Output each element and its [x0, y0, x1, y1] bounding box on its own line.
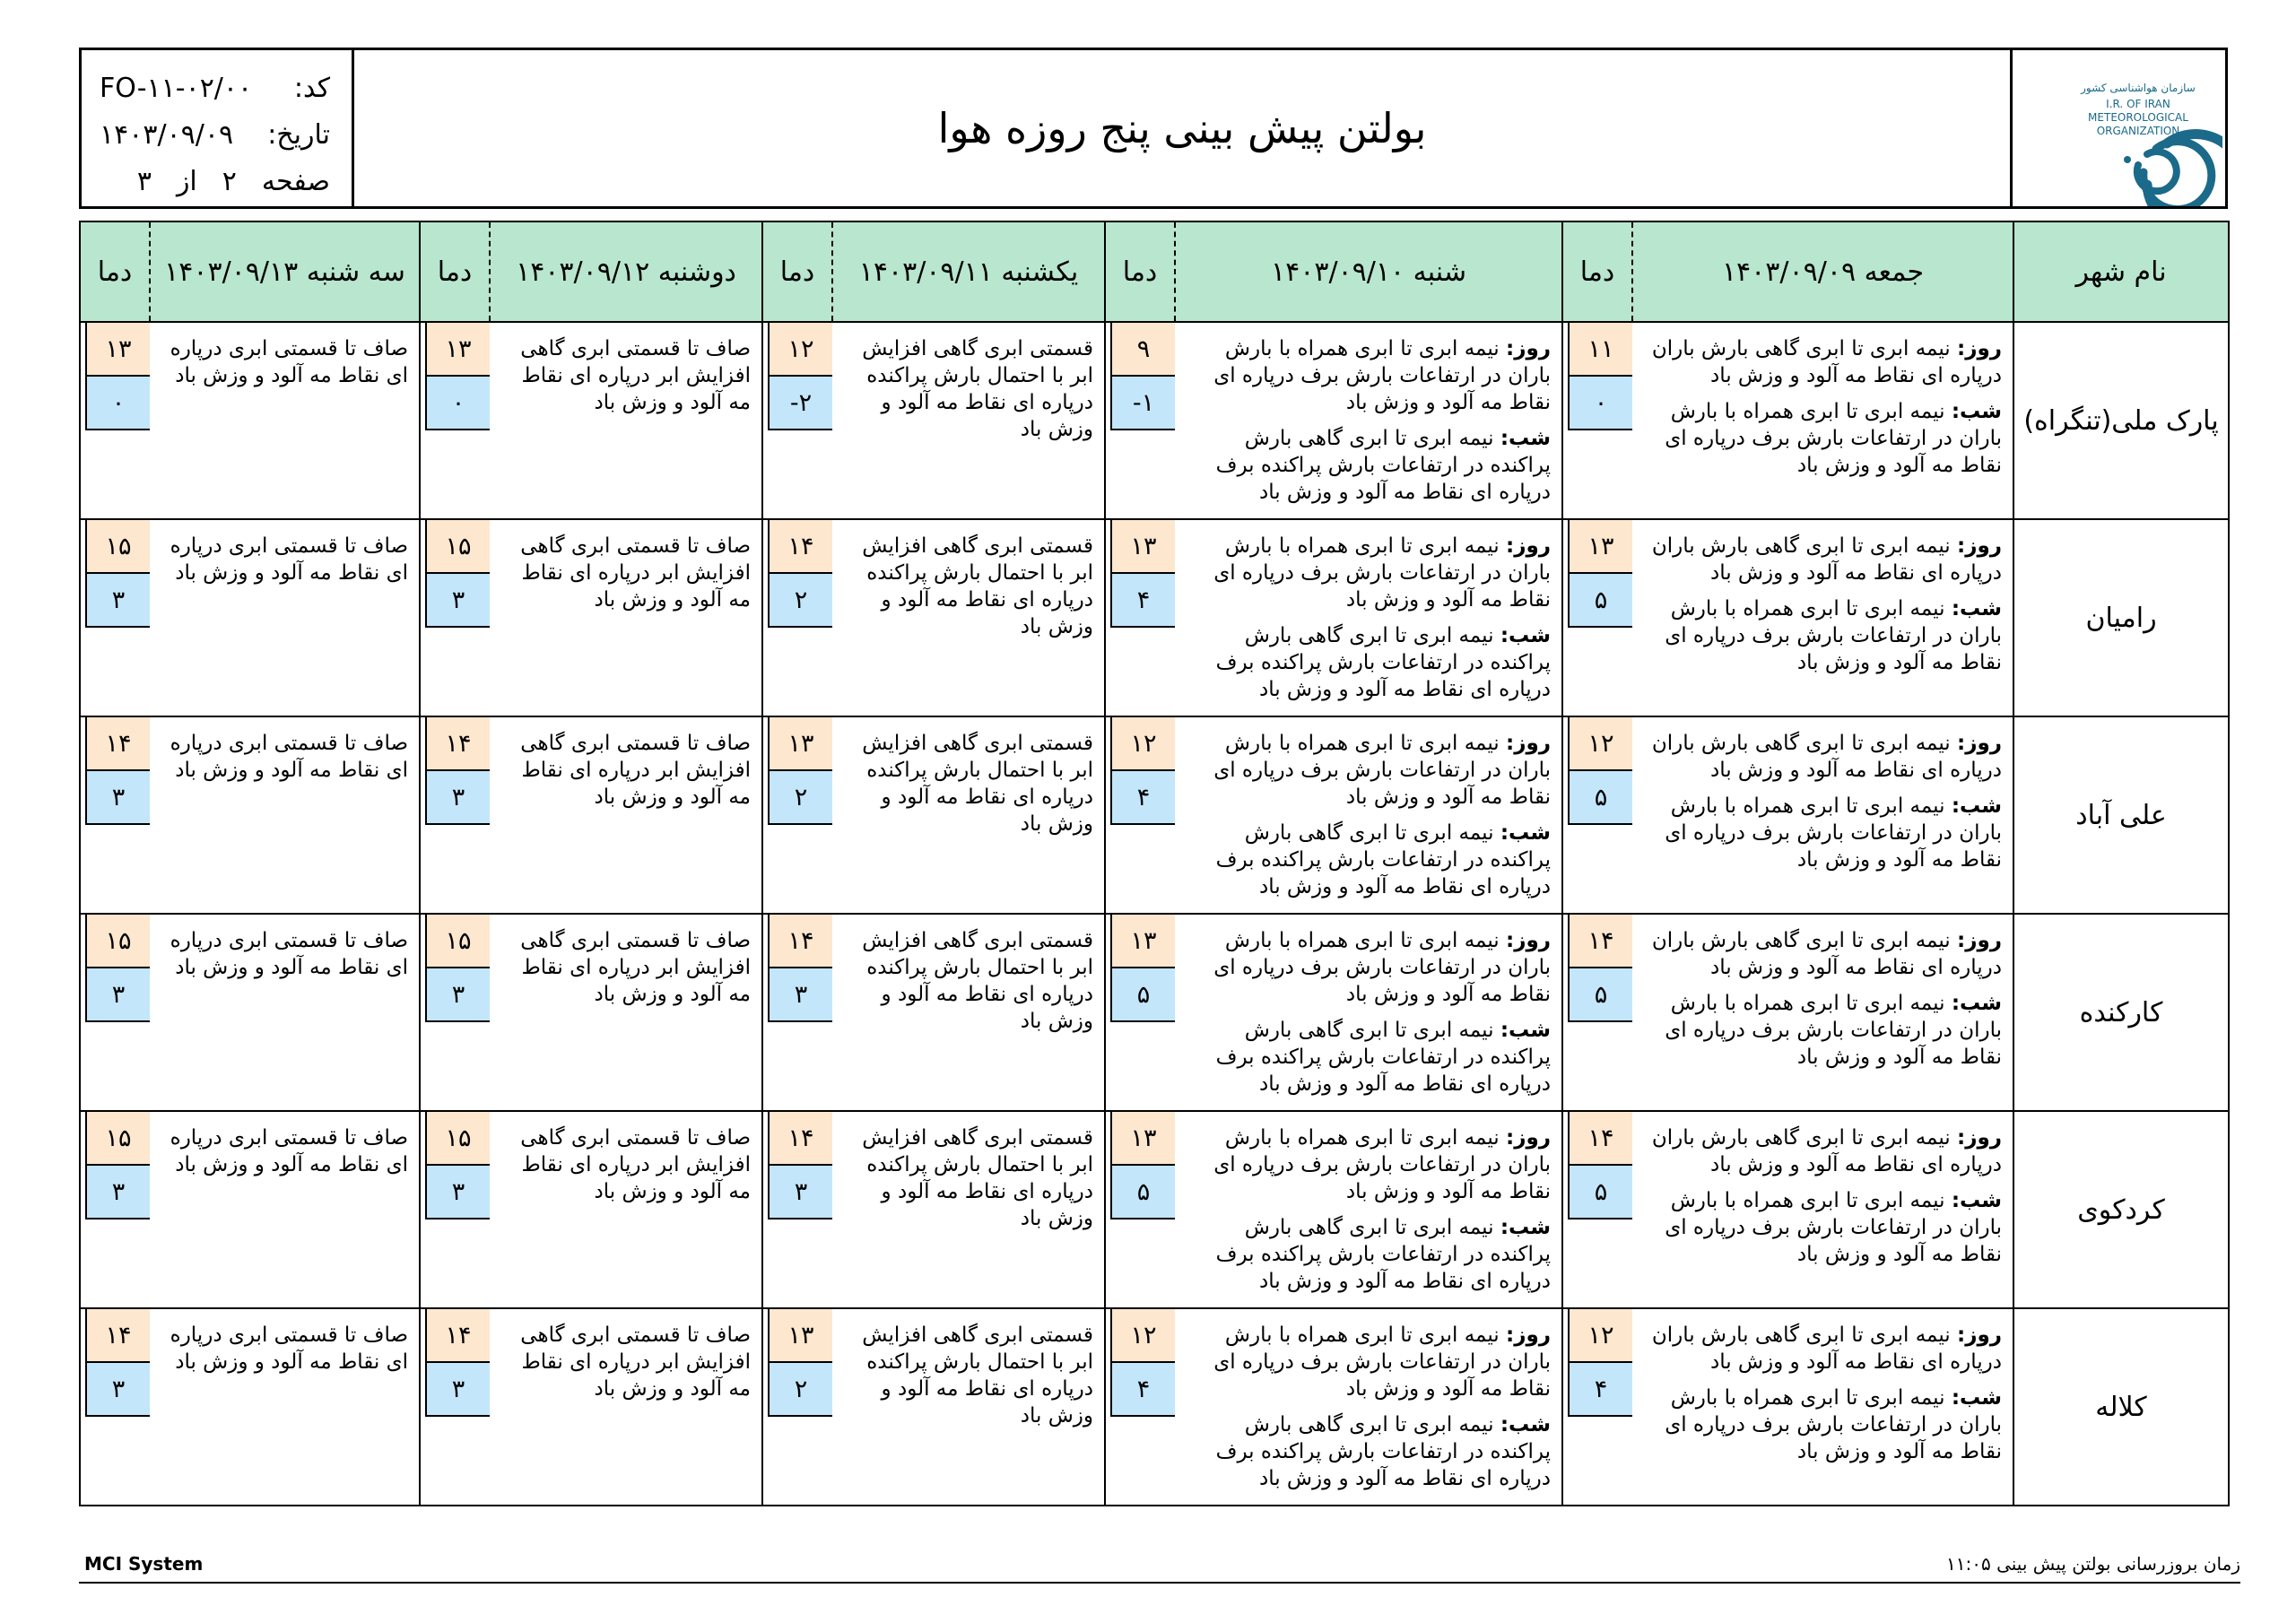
max-temperature: ۱۵	[425, 915, 490, 968]
min-temperature: ۳	[85, 968, 150, 1022]
min-temperature: ۵	[1110, 1166, 1175, 1219]
forecast-description: صاف تا قسمتی ابری درپاره ای نقاط مه آلود و وزش باد	[150, 716, 420, 914]
forecast-description: قسمتی ابری گاهی افزایش ابر با احتمال بارش پراکنده درپاره ای نقاط مه آلود و وزش باد	[832, 519, 1105, 716]
max-temperature: ۱۲	[768, 323, 832, 377]
night-label: شب:	[1951, 597, 2002, 621]
day-forecast	[1184, 533, 1551, 613]
night-text: نیمه ابری تا ابری همراه با بارش باران در ارتفاعات بارش برف درپاره ای نقاط مه آلود و وزش باد	[1665, 1189, 2002, 1266]
table-header-row	[80, 221, 2229, 322]
forecast-description	[1175, 716, 1562, 914]
min-temperature: ۴	[1110, 574, 1175, 628]
date-label: تاریخ:	[267, 118, 330, 151]
min-temperature: ۰	[85, 377, 150, 430]
night-forecast	[1641, 595, 2002, 676]
temperature-cell	[420, 716, 490, 914]
day-text: نیمه ابری تا ابری همراه با بارش باران در ارتفاعات بارش برف درپاره ای نقاط مه آلود و وزش باد	[1213, 534, 1551, 612]
min-temperature: ۳	[425, 1166, 490, 1219]
day-forecast	[1641, 730, 2002, 784]
logo-text-en-1: I.R. OF IRAN	[2106, 98, 2170, 110]
temperature-cell	[80, 914, 150, 1111]
forecast-description	[1632, 519, 2013, 716]
forecast-description: قسمتی ابری گاهی افزایش ابر با احتمال بارش پراکنده درپاره ای نقاط مه آلود و وزش باد	[832, 322, 1105, 519]
night-forecast	[1184, 1017, 1551, 1098]
temperature-cell	[80, 519, 150, 716]
temperature-cell	[1562, 914, 1632, 1111]
code-label: کد:	[293, 72, 330, 104]
max-temperature: ۱۴	[85, 717, 150, 771]
day-text: نیمه ابری تا ابری گاهی بارش باران درپاره ای نقاط مه آلود و وزش باد	[1651, 1126, 2002, 1176]
min-temperature: ۵	[1110, 968, 1175, 1022]
date-row	[100, 111, 330, 158]
city-column-header: نام شهر	[2013, 221, 2229, 322]
max-temperature: ۱۴	[1568, 1112, 1632, 1166]
document-meta	[82, 50, 354, 206]
max-temperature: ۱۲	[1568, 717, 1632, 771]
temp-column-header: دما	[420, 221, 490, 322]
meteorological-organization-logo	[2013, 50, 2222, 206]
temp-column-header: دما	[80, 221, 150, 322]
max-temperature: ۹	[1110, 323, 1175, 377]
forecast-description: صاف تا قسمتی ابری گاهی افزایش ابر درپاره ای نقاط مه آلود و وزش باد	[490, 519, 762, 716]
temperature-cell	[420, 914, 490, 1111]
forecast-description	[1175, 1111, 1562, 1308]
temperature-cell	[762, 914, 832, 1111]
night-label: شب:	[1500, 427, 1551, 450]
forecast-table	[79, 221, 2230, 1506]
night-forecast	[1184, 622, 1551, 703]
min-temperature: ۳	[425, 771, 490, 825]
page-number: ۲	[222, 165, 237, 197]
temp-column-header: دما	[1105, 221, 1175, 322]
city-name: علی آباد	[2013, 716, 2229, 914]
min-temperature: -۱	[1110, 377, 1175, 430]
table-row	[80, 1308, 2229, 1506]
forecast-description: صاف تا قسمتی ابری گاهی افزایش ابر درپاره ای نقاط مه آلود و وزش باد	[490, 914, 762, 1111]
date-value: ۱۴۰۳/۰۹/۰۹	[100, 118, 234, 151]
max-temperature: ۱۵	[425, 1112, 490, 1166]
night-text: نیمه ابری تا ابری همراه با بارش باران در ارتفاعات بارش برف درپاره ای نقاط مه آلود و وزش باد	[1665, 400, 2002, 477]
min-temperature: ۲	[768, 574, 832, 628]
min-temperature: ۳	[425, 574, 490, 628]
forecast-description	[1632, 914, 2013, 1111]
temperature-cell	[80, 322, 150, 519]
max-temperature: ۱۵	[85, 520, 150, 574]
temperature-cell	[1562, 519, 1632, 716]
day-text: نیمه ابری تا ابری همراه با بارش باران در ارتفاعات بارش برف درپاره ای نقاط مه آلود و وزش باد	[1213, 337, 1551, 414]
forecast-description	[1175, 519, 1562, 716]
forecast-description: صاف تا قسمتی ابری گاهی افزایش ابر درپاره ای نقاط مه آلود و وزش باد	[490, 1308, 762, 1506]
night-forecast	[1641, 990, 2002, 1071]
day-label: روز:	[1957, 1324, 2002, 1347]
night-forecast	[1641, 398, 2002, 479]
forecast-description: قسمتی ابری گاهی افزایش ابر با احتمال بارش پراکنده درپاره ای نقاط مه آلود و وزش باد	[832, 1111, 1105, 1308]
night-forecast	[1184, 1411, 1551, 1492]
night-label: شب:	[1951, 400, 2002, 423]
day-text: نیمه ابری تا ابری همراه با بارش باران در ارتفاعات بارش برف درپاره ای نقاط مه آلود و وزش باد	[1213, 929, 1551, 1006]
forecast-description: صاف تا قسمتی ابری درپاره ای نقاط مه آلود و وزش باد	[150, 914, 420, 1111]
max-temperature: ۱۵	[85, 915, 150, 968]
page-row	[100, 158, 330, 204]
page-label: صفحه	[261, 165, 330, 197]
day-label: روز:	[1506, 1126, 1551, 1150]
night-text: نیمه ابری تا ابری گاهی بارش پراکنده در ارتفاعات بارش پراکنده برف درپاره ای نقاط مه آلود و وزش باد	[1215, 624, 1551, 701]
forecast-description: صاف تا قسمتی ابری درپاره ای نقاط مه آلود و وزش باد	[150, 1111, 420, 1308]
update-time: ۱۱:۰۵	[1946, 1553, 1991, 1575]
night-forecast	[1184, 820, 1551, 900]
day-text: نیمه ابری تا ابری همراه با بارش باران در ارتفاعات بارش برف درپاره ای نقاط مه آلود و وزش باد	[1213, 1324, 1551, 1401]
max-temperature: ۱۲	[1110, 1309, 1175, 1363]
night-label: شب:	[1500, 821, 1551, 845]
day-column-header: شنبه ۱۴۰۳/۰۹/۱۰	[1175, 221, 1562, 322]
max-temperature: ۱۲	[1568, 1309, 1632, 1363]
min-temperature: ۳	[85, 1166, 150, 1219]
max-temperature: ۱۴	[425, 1309, 490, 1363]
temperature-cell	[1562, 716, 1632, 914]
day-forecast	[1184, 927, 1551, 1008]
forecast-description: صاف تا قسمتی ابری درپاره ای نقاط مه آلود و وزش باد	[150, 322, 420, 519]
temperature-cell	[762, 716, 832, 914]
day-text: نیمه ابری تا ابری همراه با بارش باران در ارتفاعات بارش برف درپاره ای نقاط مه آلود و وزش باد	[1213, 732, 1551, 809]
night-label: شب:	[1500, 1413, 1551, 1436]
day-text: نیمه ابری تا ابری همراه با بارش باران در ارتفاعات بارش برف درپاره ای نقاط مه آلود و وزش باد	[1213, 1126, 1551, 1203]
min-temperature: ۲	[768, 1363, 832, 1417]
max-temperature: ۱۴	[768, 915, 832, 968]
temperature-cell	[420, 322, 490, 519]
forecast-description	[1632, 1111, 2013, 1308]
max-temperature: ۱۴	[85, 1309, 150, 1363]
page-total: ۳	[136, 165, 152, 197]
temperature-cell	[1105, 519, 1175, 716]
temperature-cell	[762, 1308, 832, 1506]
day-label: روز:	[1957, 732, 2002, 755]
day-text: نیمه ابری تا ابری گاهی بارش باران درپاره ای نقاط مه آلود و وزش باد	[1651, 1324, 2002, 1374]
max-temperature: ۱۳	[1110, 520, 1175, 574]
update-label: زمان بروزرسانی بولتن پیش بینی	[1996, 1553, 2240, 1575]
night-label: شب:	[1951, 992, 2002, 1015]
temperature-cell	[1105, 914, 1175, 1111]
temperature-cell	[1105, 716, 1175, 914]
night-text: نیمه ابری تا ابری گاهی بارش پراکنده در ارتفاعات بارش پراکنده برف درپاره ای نقاط مه آلود و وزش باد	[1215, 1413, 1551, 1490]
code-row	[100, 65, 330, 111]
city-name: پارک ملی(تنگراه)	[2013, 322, 2229, 519]
city-name: کلاله	[2013, 1308, 2229, 1506]
table-row	[80, 914, 2229, 1111]
bulletin-title: بولتن پیش بینی پنج روزه هوا	[937, 104, 1427, 152]
day-label: روز:	[1957, 337, 2002, 360]
city-name: رامیان	[2013, 519, 2229, 716]
night-text: نیمه ابری تا ابری گاهی بارش پراکنده در ارتفاعات بارش پراکنده برف درپاره ای نقاط مه آلود و وزش باد	[1215, 1216, 1551, 1293]
max-temperature: ۱۲	[1110, 717, 1175, 771]
max-temperature: ۱۳	[1568, 520, 1632, 574]
forecast-description	[1175, 322, 1562, 519]
night-label: شب:	[1500, 1019, 1551, 1042]
day-forecast	[1184, 730, 1551, 811]
temperature-cell	[762, 1111, 832, 1308]
min-temperature: ۵	[1568, 771, 1632, 825]
night-text: نیمه ابری تا ابری همراه با بارش باران در ارتفاعات بارش برف درپاره ای نقاط مه آلود و وزش باد	[1665, 1386, 2002, 1463]
night-text: نیمه ابری تا ابری گاهی بارش پراکنده در ارتفاعات بارش پراکنده برف درپاره ای نقاط مه آلود و وزش باد	[1215, 427, 1551, 504]
night-text: نیمه ابری تا ابری گاهی بارش پراکنده در ارتفاعات بارش پراکنده برف درپاره ای نقاط مه آلود و وزش باد	[1215, 821, 1551, 898]
night-forecast	[1641, 1187, 2002, 1268]
temp-column-header: دما	[1562, 221, 1632, 322]
temperature-cell	[762, 519, 832, 716]
min-temperature: ۴	[1568, 1363, 1632, 1417]
min-temperature: ۵	[1568, 968, 1632, 1022]
min-temperature: ۲	[768, 771, 832, 825]
update-time-note	[1946, 1553, 2240, 1575]
table-row	[80, 519, 2229, 716]
day-column-header: دوشنبه ۱۴۰۳/۰۹/۱۲	[490, 221, 762, 322]
table-row	[80, 1111, 2229, 1308]
night-forecast	[1184, 425, 1551, 506]
day-label: روز:	[1957, 534, 2002, 558]
night-label: شب:	[1500, 1216, 1551, 1239]
day-text: نیمه ابری تا ابری گاهی بارش باران درپاره ای نقاط مه آلود و وزش باد	[1651, 337, 2002, 387]
forecast-description	[1175, 1308, 1562, 1506]
day-forecast	[1641, 927, 2002, 981]
footer-divider	[79, 1582, 2240, 1584]
forecast-description: قسمتی ابری گاهی افزایش ابر با احتمال بارش پراکنده درپاره ای نقاط مه آلود و وزش باد	[832, 716, 1105, 914]
forecast-description: صاف تا قسمتی ابری گاهی افزایش ابر درپاره ای نقاط مه آلود و وزش باد	[490, 716, 762, 914]
day-label: روز:	[1506, 534, 1551, 558]
night-forecast	[1641, 1384, 2002, 1465]
forecast-description: قسمتی ابری گاهی افزایش ابر با احتمال بارش پراکنده درپاره ای نقاط مه آلود و وزش باد	[832, 1308, 1105, 1506]
spiral-emblem-icon	[2124, 135, 2222, 206]
min-temperature: ۵	[1568, 1166, 1632, 1219]
max-temperature: ۱۵	[85, 1112, 150, 1166]
temperature-cell	[420, 1308, 490, 1506]
city-name: کارکنده	[2013, 914, 2229, 1111]
night-text: نیمه ابری تا ابری همراه با بارش باران در ارتفاعات بارش برف درپاره ای نقاط مه آلود و وزش باد	[1665, 597, 2002, 674]
forecast-description	[1632, 716, 2013, 914]
day-label: روز:	[1506, 337, 1551, 360]
night-text: نیمه ابری تا ابری گاهی بارش پراکنده در ارتفاعات بارش پراکنده برف درپاره ای نقاط مه آلود و وزش باد	[1215, 1019, 1551, 1096]
temperature-cell	[1562, 1308, 1632, 1506]
forecast-description: صاف تا قسمتی ابری گاهی افزایش ابر درپاره ای نقاط مه آلود و وزش باد	[490, 322, 762, 519]
day-forecast	[1184, 1124, 1551, 1205]
day-label: روز:	[1506, 732, 1551, 755]
max-temperature: ۱۳	[768, 717, 832, 771]
min-temperature: ۳	[425, 1363, 490, 1417]
max-temperature: ۱۴	[768, 1112, 832, 1166]
table-row	[80, 716, 2229, 914]
night-text: نیمه ابری تا ابری همراه با بارش باران در ارتفاعات بارش برف درپاره ای نقاط مه آلود و وزش باد	[1665, 794, 2002, 872]
day-forecast	[1641, 335, 2002, 389]
max-temperature: ۱۴	[1568, 915, 1632, 968]
city-name: کردکوی	[2013, 1111, 2229, 1308]
day-column-header: جمعه ۱۴۰۳/۰۹/۰۹	[1632, 221, 2013, 322]
min-temperature: -۲	[768, 377, 832, 430]
max-temperature: ۱۱	[1568, 323, 1632, 377]
min-temperature: ۳	[425, 968, 490, 1022]
max-temperature: ۱۳	[1110, 1112, 1175, 1166]
logo-cell	[2010, 50, 2225, 206]
logo-text-en-2: METEOROLOGICAL	[2088, 111, 2188, 124]
temperature-cell	[1562, 1111, 1632, 1308]
day-text: نیمه ابری تا ابری گاهی بارش باران درپاره ای نقاط مه آلود و وزش باد	[1651, 534, 2002, 585]
min-temperature: ۳	[85, 574, 150, 628]
temp-column-header: دما	[762, 221, 832, 322]
forecast-description: قسمتی ابری گاهی افزایش ابر با احتمال بارش پراکنده درپاره ای نقاط مه آلود و وزش باد	[832, 914, 1105, 1111]
max-temperature: ۱۴	[768, 520, 832, 574]
min-temperature: ۵	[1568, 574, 1632, 628]
max-temperature: ۱۳	[425, 323, 490, 377]
day-forecast	[1641, 1124, 2002, 1178]
day-text: نیمه ابری تا ابری گاهی بارش باران درپاره ای نقاط مه آلود و وزش باد	[1651, 929, 2002, 979]
day-label: روز:	[1506, 929, 1551, 952]
min-temperature: ۳	[85, 1363, 150, 1417]
max-temperature: ۱۳	[768, 1309, 832, 1363]
forecast-description	[1632, 322, 2013, 519]
day-column-header: یکشنبه ۱۴۰۳/۰۹/۱۱	[832, 221, 1105, 322]
day-label: روز:	[1957, 929, 2002, 952]
temperature-cell	[420, 519, 490, 716]
night-forecast	[1184, 1214, 1551, 1295]
code-value: FO-۱۱-۰۲/۰۰	[100, 72, 253, 104]
temperature-cell	[1105, 322, 1175, 519]
temperature-cell	[762, 322, 832, 519]
day-forecast	[1641, 533, 2002, 586]
system-name: MCI System	[84, 1553, 204, 1575]
table-row	[80, 322, 2229, 519]
night-label: شب:	[1951, 1189, 2002, 1212]
forecast-description: صاف تا قسمتی ابری درپاره ای نقاط مه آلود و وزش باد	[150, 519, 420, 716]
day-forecast	[1641, 1322, 2002, 1376]
temperature-cell	[80, 1111, 150, 1308]
logo-text-fa: سازمان هواشناسی کشور	[2081, 82, 2196, 94]
logo-text-en-3: ORGANIZATION	[2096, 125, 2180, 137]
forecast-description: صاف تا قسمتی ابری درپاره ای نقاط مه آلود و وزش باد	[150, 1308, 420, 1506]
night-label: شب:	[1500, 624, 1551, 647]
night-label: شب:	[1951, 1386, 2002, 1410]
temperature-cell	[80, 716, 150, 914]
night-forecast	[1641, 793, 2002, 873]
day-forecast	[1184, 335, 1551, 416]
temperature-cell	[1105, 1308, 1175, 1506]
max-temperature: ۱۵	[425, 520, 490, 574]
forecast-description: صاف تا قسمتی ابری گاهی افزایش ابر درپاره ای نقاط مه آلود و وزش باد	[490, 1111, 762, 1308]
day-label: روز:	[1506, 1324, 1551, 1347]
page-of: از	[176, 165, 197, 197]
day-label: روز:	[1957, 1126, 2002, 1150]
day-text: نیمه ابری تا ابری گاهی بارش باران درپاره ای نقاط مه آلود و وزش باد	[1651, 732, 2002, 782]
min-temperature: ۴	[1110, 771, 1175, 825]
min-temperature: ۴	[1110, 1363, 1175, 1417]
max-temperature: ۱۴	[425, 717, 490, 771]
day-column-header: سه شنبه ۱۴۰۳/۰۹/۱۳	[150, 221, 420, 322]
forecast-description	[1632, 1308, 2013, 1506]
max-temperature: ۱۳	[85, 323, 150, 377]
min-temperature: ۳	[768, 1166, 832, 1219]
temperature-cell	[1562, 322, 1632, 519]
min-temperature: ۰	[1568, 377, 1632, 430]
min-temperature: ۰	[425, 377, 490, 430]
min-temperature: ۳	[85, 771, 150, 825]
forecast-description	[1175, 914, 1562, 1111]
temperature-cell	[80, 1308, 150, 1506]
day-forecast	[1184, 1322, 1551, 1402]
max-temperature: ۱۳	[1110, 915, 1175, 968]
night-text: نیمه ابری تا ابری همراه با بارش باران در ارتفاعات بارش برف درپاره ای نقاط مه آلود و وزش باد	[1665, 992, 2002, 1069]
temperature-cell	[1105, 1111, 1175, 1308]
min-temperature: ۳	[768, 968, 832, 1022]
temperature-cell	[420, 1111, 490, 1308]
night-label: شب:	[1951, 794, 2002, 818]
bulletin-header	[79, 48, 2228, 209]
